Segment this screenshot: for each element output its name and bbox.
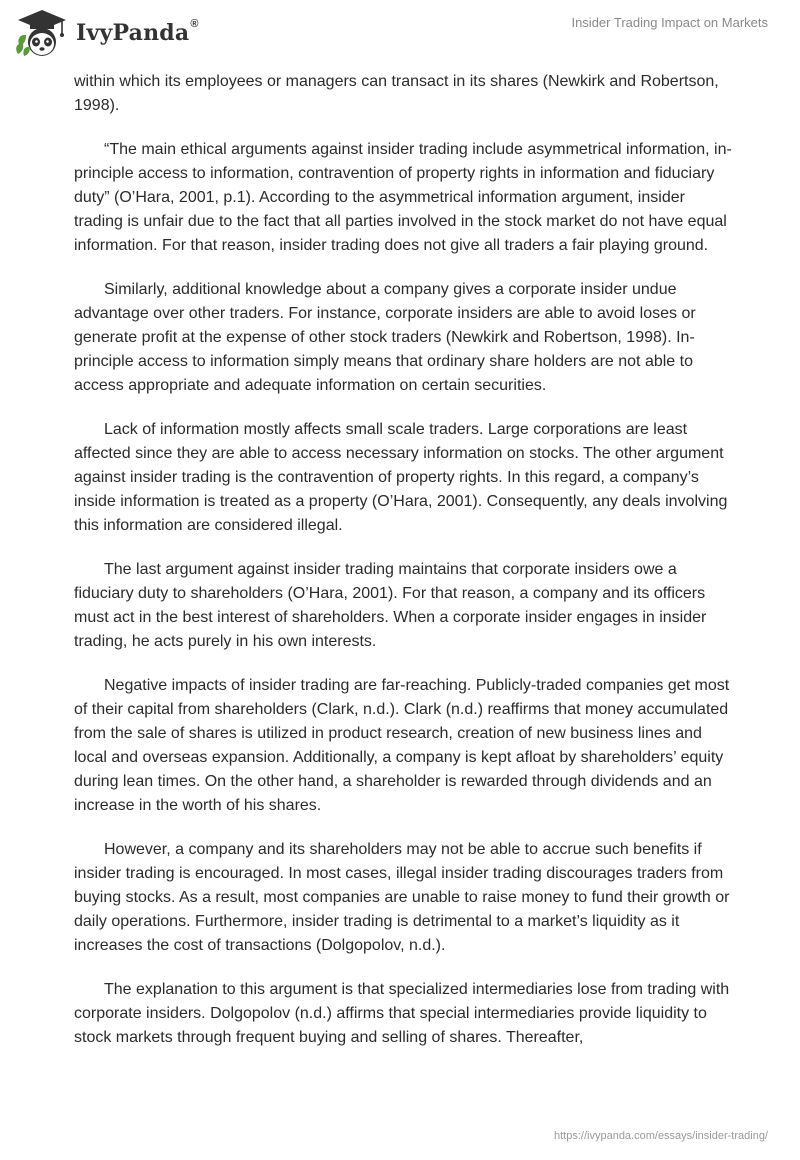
essay-body [74, 70, 734, 1070]
brand-name: IvyPanda® [76, 18, 199, 46]
paragraph: within which its employees or managers can transact in its shares (Newkirk and Robertson, 1998). [74, 73, 719, 114]
paragraph: “The main ethical arguments against insider trading include asymmetrical information, in-principle access to information, contravention of property rights in information and fiduciary duty” (O’Hara, 2001, p.1). According to the asymmetrical information argument, insider trading is unfair due to the fact that all parties involved in the stock market do not have equal information. For that reason, insider trading does not give all traders a fair playing ground. [74, 141, 732, 254]
paragraph: However, a company and its shareholders may not be able to accrue such benefits if insider trading is encouraged. In most cases, illegal insider trading discourages traders from buying stocks. As a result, most companies are unable to raise money to fund their growth or daily operations. Furthermore, insider trading is detrimental to a market’s liquidity as it increases the cost of transactions (Dolgopolov, n.d.). [74, 841, 730, 954]
paragraph: The explanation to this argument is that specialized intermediaries lose from trading with corporate insiders. Dolgopolov (n.d.) affirms that special intermediaries provide liquidity to stock markets through frequent buying and selling of shares. Thereafter, [74, 981, 730, 1046]
source-url[interactable]: https://ivypanda.com/essays/insider-trading/ [554, 1130, 768, 1142]
ivypanda-logo[interactable] [14, 8, 199, 58]
paragraph: Similarly, additional knowledge about a company gives a corporate insider undue advantage over other traders. For instance, corporate insiders are able to avoid loses or generate profit at the expense of other stock traders (Newkirk and Robertson, 1998). In-principle access to information simply means that ordinary share holders are not able to access appropriate and adequate information on certain securities. [74, 281, 696, 394]
registered-mark: ® [190, 18, 199, 30]
paragraph: The last argument against insider trading maintains that corporate insiders owe a fiduciary duty to shareholders (O’Hara, 2001). For that reason, a company and its officers must act in the best interest of shareholders. When a corporate insider engages in insider trading, he acts purely in his own interests. [74, 561, 707, 650]
paragraph: Lack of information mostly affects small scale traders. Large corporations are least affected since they are able to access necessary information on stocks. The other argument against insider trading is the contravention of property rights. In this regard, a company’s inside information is treated as a property (O’Hara, 2001). Consequently, any deals involving this information are considered illegal. [74, 421, 728, 534]
panda-graduate-icon [14, 8, 70, 58]
page-header [0, 0, 800, 70]
document-title: Insider Trading Impact on Markets [571, 15, 768, 30]
paragraph: Negative impacts of insider trading are far-reaching. Publicly-traded companies get most of their capital from shareholders (Clark, n.d.). Clark (n.d.) reaffirms that money accumulated from the sale of shares is utilized in product research, creation of new business lines and local and overseas expansion. Additionally, a company is kept afloat by shareholders’ equity during lean times. On the other hand, a shareholder is rewarded through dividends and an increase in the worth of his shares. [74, 677, 730, 814]
